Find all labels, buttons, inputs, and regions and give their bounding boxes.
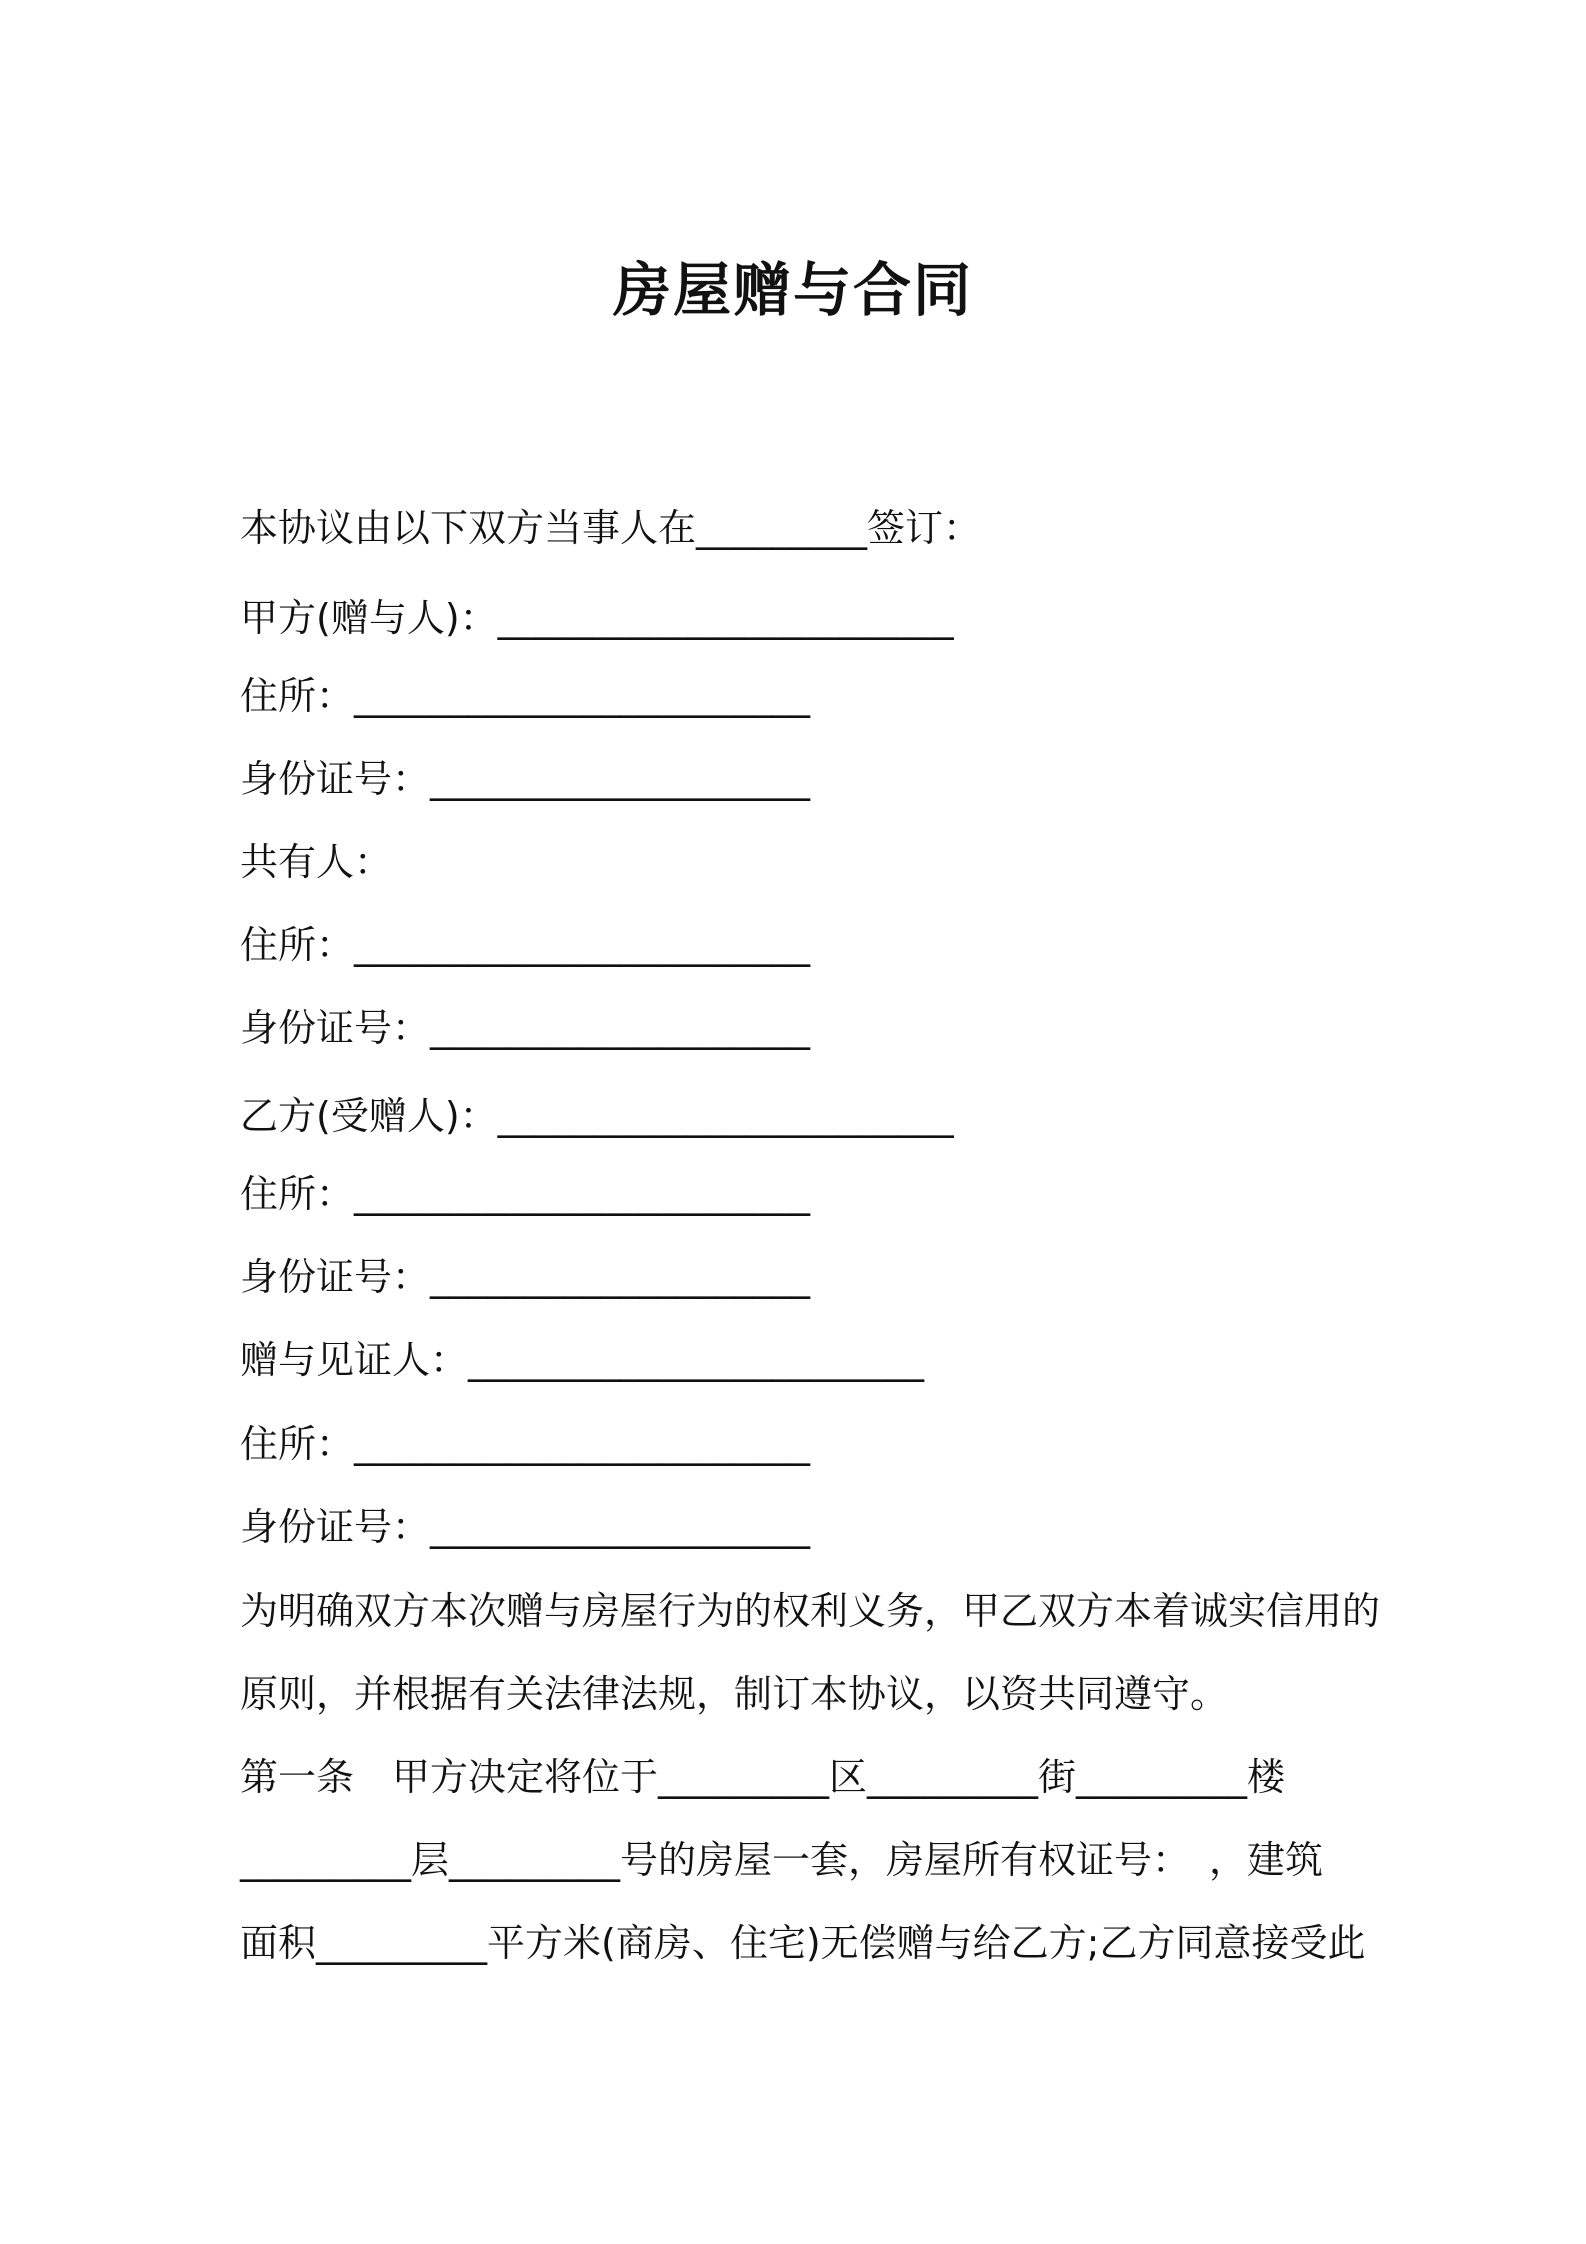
article-1-line-1: 第一条 甲方决定将位于_________区_________街_________楼 <box>240 1755 1286 1799</box>
party-b-line: 乙方(受赠人)：________________________ <box>240 1094 954 1138</box>
co-owner-address-line: 住所：________________________ <box>240 923 811 967</box>
witness-address-line: 住所：________________________ <box>240 1422 811 1466</box>
witness-line: 赠与见证人：________________________ <box>240 1338 925 1382</box>
document-title: 房屋赠与合同 <box>612 256 973 324</box>
purpose-line-1: 为明确双方本次赠与房屋行为的权利义务，甲乙双方本着诚实信用的 <box>240 1589 1381 1633</box>
purpose-line-2: 原则，并根据有关法律法规，制订本协议，以资共同遵守。 <box>240 1672 1229 1716</box>
intro-line: 本协议由以下双方当事人在_________签订： <box>240 506 982 550</box>
party-b-id-line: 身份证号：____________________ <box>240 1255 811 1299</box>
co-owner-id-line: 身份证号：____________________ <box>240 1006 811 1050</box>
article-1-line-2: _________层_________号的房屋一套，房屋所有权证号： ，建筑 <box>240 1838 1324 1882</box>
party-b-address-line: 住所：________________________ <box>240 1172 811 1216</box>
party-a-line: 甲方(赠与人)：________________________ <box>240 596 954 640</box>
party-a-address-line: 住所：________________________ <box>240 674 811 718</box>
co-owner-line: 共有人： <box>240 840 393 884</box>
party-a-id-line: 身份证号：____________________ <box>240 757 811 801</box>
article-1-line-3: 面积_________平方米(商房、住宅)无偿赠与给乙方;乙方同意接受此 <box>240 1921 1366 1965</box>
witness-id-line: 身份证号：____________________ <box>240 1505 811 1549</box>
